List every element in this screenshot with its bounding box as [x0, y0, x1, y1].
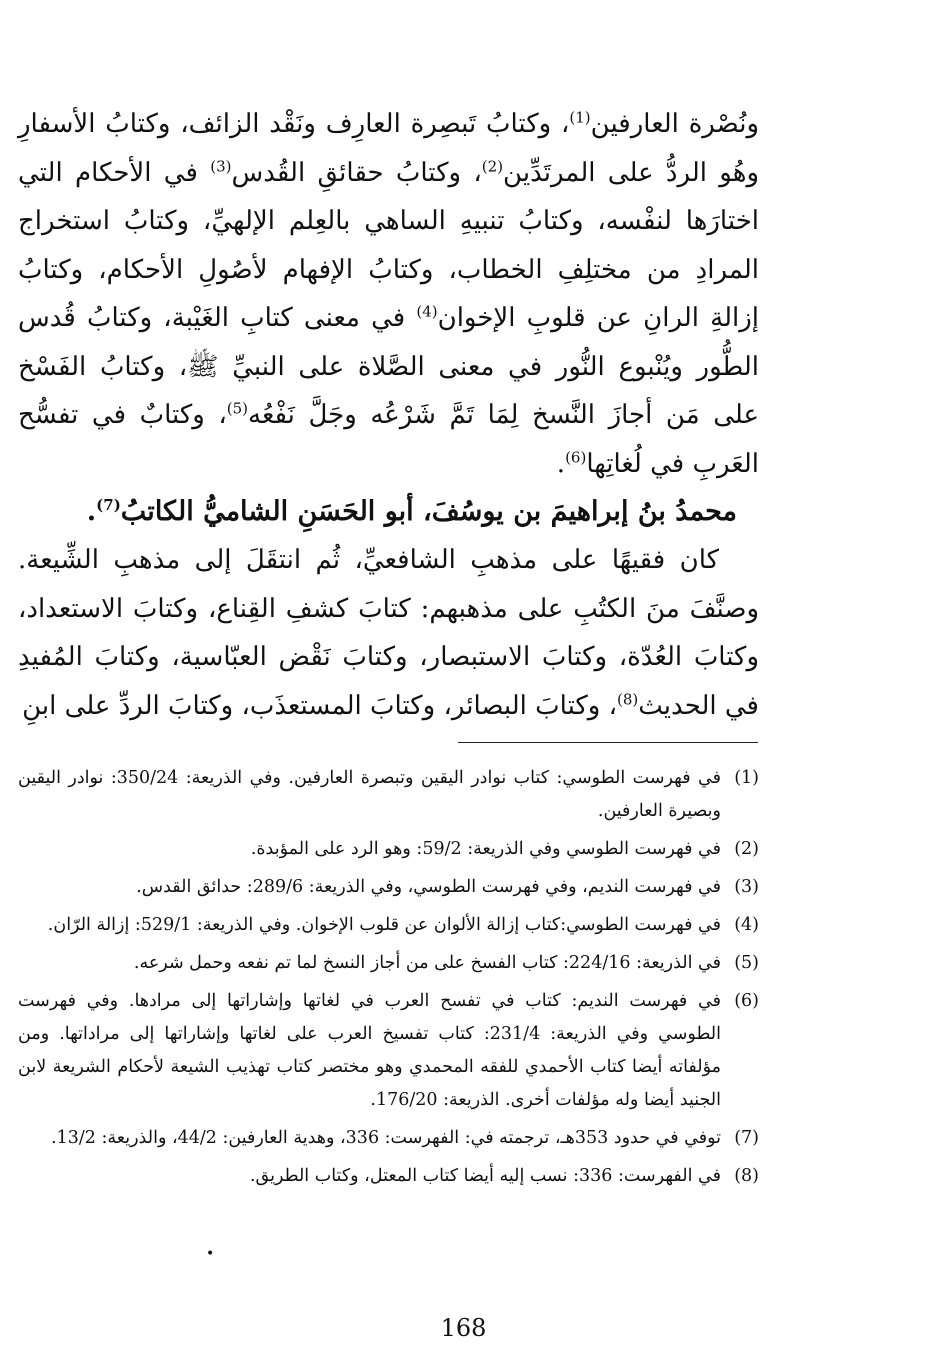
main-text: [18, 100, 759, 730]
footnote-separator: [458, 742, 758, 743]
footnote-ref-2[interactable]: (2): [481, 156, 504, 175]
footnote-text: في فهرست الطوسي:كتاب إزالة الألوان عن قلوب الإخوان. وفي الذريعة: 529/1: إزالة الرّان.: [47, 915, 721, 935]
footnote-text: توفي في حدود 353هـ، ترجمته في: الفهرست: 336، وهدية العارفين: 44/2، والذريعة: 13/2.: [51, 1128, 721, 1148]
footnote-ref-6[interactable]: (6): [565, 447, 587, 466]
footnote-8: [18, 1160, 759, 1193]
entry-heading: [18, 488, 759, 536]
footnote-7: [18, 1122, 759, 1155]
text-segment: ، وكتابُ حقائقِ القُدس: [231, 157, 482, 188]
footnote-number: (1): [734, 768, 759, 788]
footnote-number: (6): [734, 991, 759, 1011]
heading-text: محمدُ بنُ إبراهيمَ بن يوسُفَ، أبو الحَسَنِ الشاميُّ الكاتبُ: [120, 496, 737, 527]
footnote-6: [18, 985, 759, 1117]
footnote-text: في فهرست الطوسي: كتاب نوادر اليقين وتبصرة العارفين. وفي الذريعة: 350/24: نوادر اليقين وبصيرة العارفين.: [18, 768, 721, 821]
footnote-5: [18, 947, 759, 980]
stray-dot: •: [206, 1246, 215, 1262]
footnote-number: (8): [734, 1166, 759, 1186]
footnote-number: (4): [734, 915, 759, 935]
footnote-text: في الفهرست: 336: نسب إليه أيضا كتاب المعتل، وكتاب الطريق.: [249, 1166, 721, 1186]
footnote-1: [18, 762, 759, 828]
text-segment: ، وكتابَ البصائر، وكتابَ المستعذَب، وكتابَ الردِّ على ابنِ: [22, 690, 618, 721]
footnote-text: في فهرست النديم: كتاب في تفسح العرب في لغاتها وإشاراتها إلى مرادها. وفي فهرست الطوسي وفي الذريعة: 231/4: كتاب تفسيخ العرب على لغاتها وإشاراتها إلى مراداتها. ومن مؤلفاته أيضا كتاب الأحمدي للفقه المحمدي وهو مختصر كتاب تهذيب الشيعة لأحكام الشريعة لابن الجنيد أيضا وله مؤلفات أخرى. الذريعة: 176/20.: [18, 991, 721, 1110]
text-segment: ونُصْرة العارفين: [590, 109, 759, 139]
footnote-number: (2): [734, 839, 759, 859]
footnote-text: في فهرست النديم، وفي فهرست الطوسي، وفي الذريعة: 289/6: حدائق القدس.: [136, 877, 721, 897]
text-segment: كان فقيهًا على مذهبِ الشافعيِّ، ثُم انتقَلَ إلى مذهبِ الشِّيعة. وصنَّفَ منَ الكتُبِ على مذهبهم: كتابَ كشفِ القِناع، وكتابَ الاستعداد، وكتابَ العُدّة، وكتابَ الاستبصار، وكتابَ نَقْض العبّاسية، وكتابَ المُفيدِ في الحديث: [18, 545, 759, 721]
text-segment: .: [556, 448, 566, 479]
footnote-number: (3): [734, 877, 759, 897]
footnote-3: [18, 871, 759, 904]
paragraph-1: [18, 100, 759, 488]
text-segment: ، وكتابُ تَبصِرة العارِف ونَقْد الزائف، وكتابُ الأسفارِ وهُو الردُّ على المرتَدِّين: [18, 109, 759, 188]
footnote-4: [18, 909, 759, 942]
paragraph-2: [18, 536, 759, 730]
text-segment: ، وكتابٌ في تفسُّح العَربِ في لُغاتِها: [18, 400, 759, 479]
footnote-ref-5[interactable]: (5): [226, 399, 249, 418]
footnote-number: (5): [734, 953, 759, 973]
footnote-text: في الذريعة: 224/16: كتاب الفسخ على من أجاز النسخ لما تم نفعه وحمل شرعه.: [133, 953, 721, 973]
heading-end: .: [86, 496, 97, 527]
footnote-2: [18, 833, 759, 866]
text-segment: في الأحكام التي اختارَها لنفْسه، وكتابُ تنبيهِ الساهي بالعِلم الإلهيِّ، وكتابُ استخراج المرادِ من مختلِفِ الخطاب، وكتابُ الإفهام لأصُولِ الأحكام، وكتابُ إزالةِ الرانِ عن قلوبِ الإخوان: [18, 157, 759, 333]
footnotes: [18, 762, 759, 1198]
footnote-text: في فهرست الطوسي وفي الذريعة: 59/2: وهو الرد على المؤبدة.: [250, 839, 721, 859]
footnote-ref-1[interactable]: (1): [569, 108, 591, 127]
footnote-ref-7[interactable]: (7): [96, 496, 121, 514]
text-segment: في معنى كتابِ الغَيْبة، وكتابُ قُدس الطُّور ويُنْبوع النُّور في معنى الصَّلاة على النبيِّ ﷺ، وكتابُ الفَسْخ على مَن أجازَ النَّسخ لِمَا تَمَّ شَرْعُه وجَلَّ نَفْعُه: [18, 303, 759, 430]
footnote-ref-8[interactable]: (8): [617, 689, 639, 708]
page-number: 168: [440, 1314, 487, 1342]
footnote-number: (7): [734, 1128, 759, 1148]
footnote-ref-3[interactable]: (3): [210, 156, 232, 175]
footnote-ref-4[interactable]: (4): [416, 302, 438, 321]
